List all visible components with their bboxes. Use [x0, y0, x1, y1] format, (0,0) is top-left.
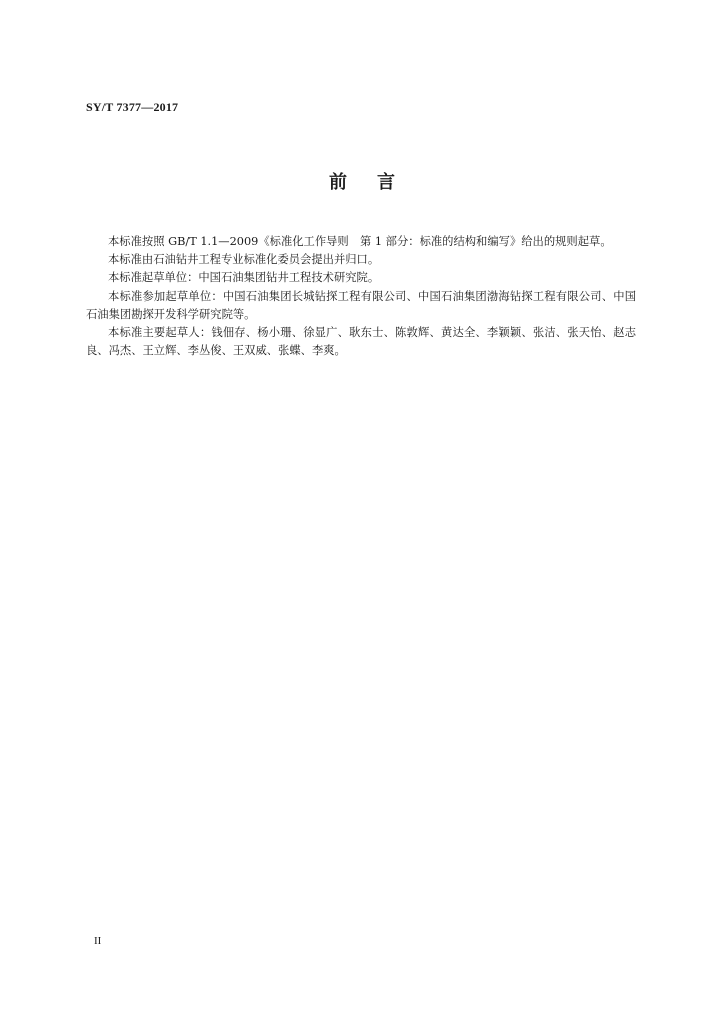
standard-code: SY/T 7377—2017 — [86, 100, 179, 114]
paragraph-participating-units: 本标准参加起草单位：中国石油集团长城钻探工程有限公司、中国石油集团渤海钻探工程有限公司、中国石油集团勘探开发科学研究院等。 — [86, 289, 636, 321]
paragraph-proposer: 本标准由石油钻井工程专业标准化委员会提出并归口。 — [108, 253, 380, 267]
paragraph-main-drafters: 本标准主要起草人：钱佃存、杨小珊、徐显广、耿东士、陈敦辉、黄达全、李颖颖、张洁、张天怡、赵志良、冯杰、王立辉、李丛俊、王双威、张蝶、李爽。 — [86, 326, 636, 358]
foreword-body — [86, 233, 636, 360]
page-title: 前言 — [329, 172, 425, 193]
page-number: II — [94, 935, 102, 947]
paragraph-drafting-rules: 本标准按照 GB/T 1.1—2009《标准化工作导则 第 1 部分：标准的结构和编写》给出的规则起草。 — [108, 235, 612, 248]
paragraph-drafting-unit: 本标准起草单位：中国石油集团钻井工程技术研究院。 — [108, 271, 380, 285]
